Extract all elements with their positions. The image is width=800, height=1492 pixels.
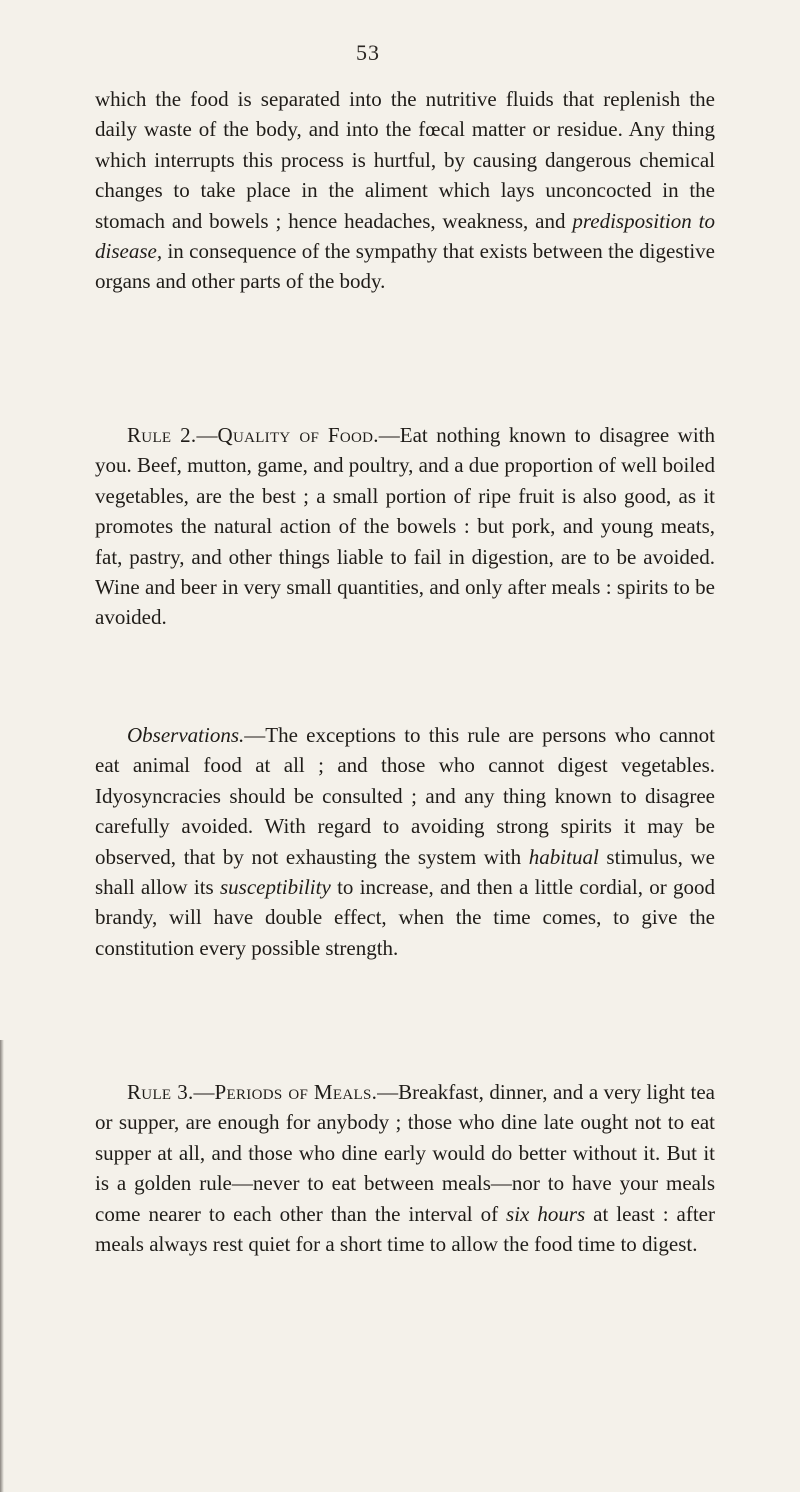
observations-text-3: to increase, and then a little cordial, or good brandy, will have double effect, when the time comes, to give the constitution every possible strength. [95, 875, 715, 960]
rule-3-heading: Periods of Meals. [214, 1080, 378, 1104]
observations-label: Observations. [127, 723, 245, 747]
observations-italic-habitual: habitual [528, 844, 599, 869]
rule-3-paragraph [95, 1077, 715, 1259]
rule-3-text-2: at least : after meals always rest quiet for a short time to allow the food time to digest. [95, 1201, 715, 1257]
intro-text-2: in consequence of the sympathy that exists between the digestive organs and other parts of the body. [95, 239, 715, 294]
rule-3-text-1: —Breakfast, dinner, and a very light tea or supper, are enough for anybody ; those who dine late ought not to eat supper at all, and those who dine early would do better without it. But it is a golden rule—never to eat between meals—nor to have your meals come nearer to each other than the interval of [95, 1080, 716, 1226]
observations-text-2: stimulus, we shall allow its [95, 844, 715, 900]
observations-text-1: —The exceptions to this rule are persons who cannot eat animal food at all ; and those who cannot digest vegetables. Idyosyncracies should be consulted ; and any thing known to disagree carefully avoided. With regard to avoiding strong spirits it may be observed, that by not exhausting the system with [95, 723, 715, 869]
page-number: 53 [356, 40, 380, 65]
intro-paragraph [95, 84, 715, 297]
rule-2-dash: — [196, 423, 218, 447]
intro-italic: predisposition to disease, [95, 208, 715, 264]
rule-3-dash: — [193, 1080, 215, 1104]
intro-text-1: which the food is separated into the nutritive fluids that replenish the daily waste of the body, and into the fœcal matter or residue. Any thing which interrupts this process is hurtful, by causing dangerous chemical changes to take place in the aliment which lays unconcocted in the stomach and bowels ; hence headaches, weakness, and [95, 87, 715, 233]
rule-3-italic-six-hours: six hours [506, 1201, 586, 1226]
rule-2-body: —Eat nothing known to disagree with you. Beef, mutton, game, and poultry, and a due proportion of well boiled vegetables, are the best ; a small portion of ripe fruit is also good, as it promotes the natural action of the bowels : but pork, and young meats, fat, pastry, and other things liable to fail in digestion, are to be avoided. Wine and beer in very small quantities, and only after meals : spirits to be avoided. [95, 423, 716, 630]
rule-2-label: Rule 2. [127, 423, 197, 447]
rule-2-paragraph [95, 420, 715, 633]
page-edge-shadow [0, 1040, 4, 1492]
observations-italic-susceptibility: susceptibility [219, 875, 331, 900]
rule-2-heading: Quality of Food. [217, 423, 379, 447]
rule-3-label: Rule 3. [127, 1080, 194, 1104]
observations-paragraph [95, 720, 715, 963]
